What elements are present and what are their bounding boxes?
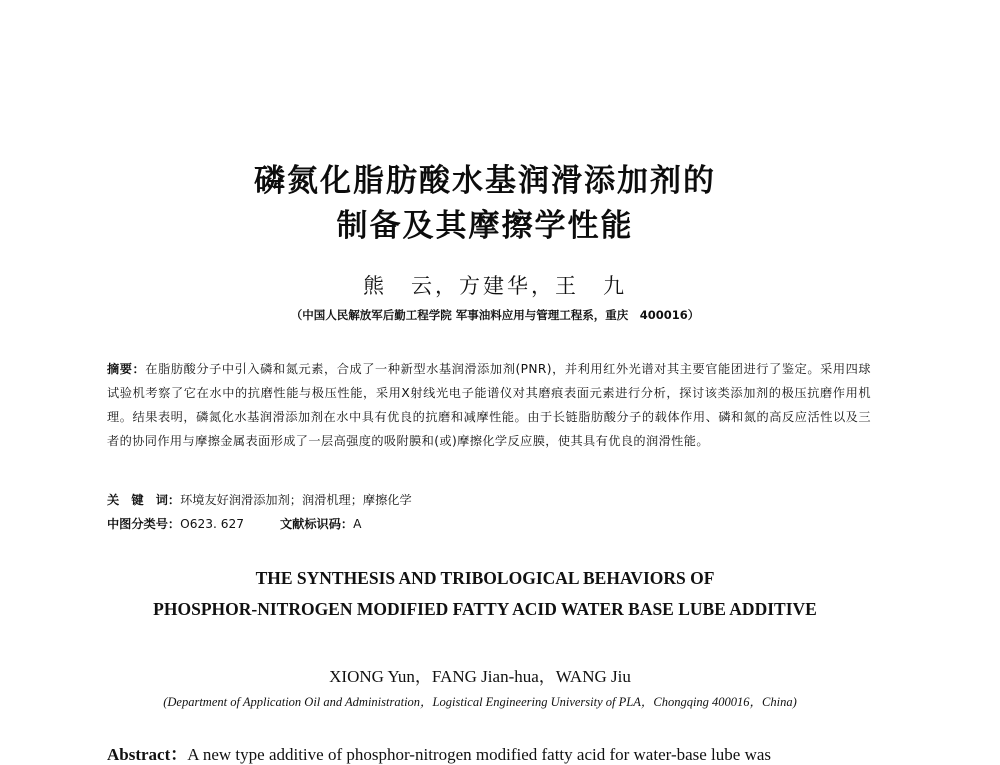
- keywords-text: 环境友好润滑添加剂；润滑机理；摩擦化学: [180, 493, 412, 507]
- english-authors: XIONG Yun，FANG Jian-hua，WANG Jiu: [329, 667, 631, 686]
- chinese-title-line-1: 磷氮化脂肪酸水基润滑添加剂的: [254, 163, 716, 199]
- chinese-title-line-2: 制备及其摩擦学性能: [336, 208, 634, 244]
- english-title-line-1: THE SYNTHESIS AND TRIBOLOGICAL BEHAVIORS OF: [255, 568, 715, 588]
- keywords-label: 关 键 词：: [107, 493, 181, 507]
- english-abstract-text: A new type additive of phosphor-nitrogen modified fatty acid for water-base lube was: [187, 745, 772, 764]
- chinese-abstract: [107, 357, 871, 453]
- doc-code-value: A: [353, 517, 362, 531]
- clc-value: O623. 627: [180, 517, 244, 531]
- english-title-line-2: PHOSPHOR-NITROGEN MODIFIED FATTY ACID WATER BASE LUBE ADDITIVE: [153, 599, 817, 619]
- chinese-affiliation: （中国人民解放军后勤工程学院 军事油料应用与管理工程系，重庆 400016）: [290, 308, 700, 322]
- chinese-abstract-text: 在脂肪酸分子中引入磷和氮元素，合成了一种新型水基润滑添加剂(PNR)，并利用红外光谱对其主要官能团进行了鉴定。采用四球试验机考察了它在水中的抗磨性能与极压性能，采用X射线光电子能谱仪对其磨痕表面元素进行分析，探讨该类添加剂的极压抗磨作用机理。结果表明，磷氮化水基润滑添加剂在水中具有优良的抗磨和减摩性能。由于长链脂肪酸分子的载体作用、磷和氮的高反应活性以及三者的协同作用与摩擦金属表面形成了一层高强度的吸附膜和(或)摩擦化学反应膜，使其具有优良的润滑性能。: [107, 362, 871, 448]
- chinese-authors: 熊 云，方建华，王 九: [363, 274, 627, 298]
- doc-code-label: 文献标识码：: [280, 517, 354, 531]
- chinese-keywords: [107, 491, 412, 508]
- english-abstract-label: Abstract：: [107, 745, 188, 764]
- english-abstract: [107, 740, 877, 765]
- classification-line: [107, 515, 361, 532]
- chinese-abstract-label: 摘要：: [107, 362, 146, 376]
- english-affiliation: (Department of Application Oil and Administration，Logistical Engineering University of PLA，Chongqing 400016，China): [163, 695, 797, 709]
- clc-label: 中图分类号：: [107, 517, 181, 531]
